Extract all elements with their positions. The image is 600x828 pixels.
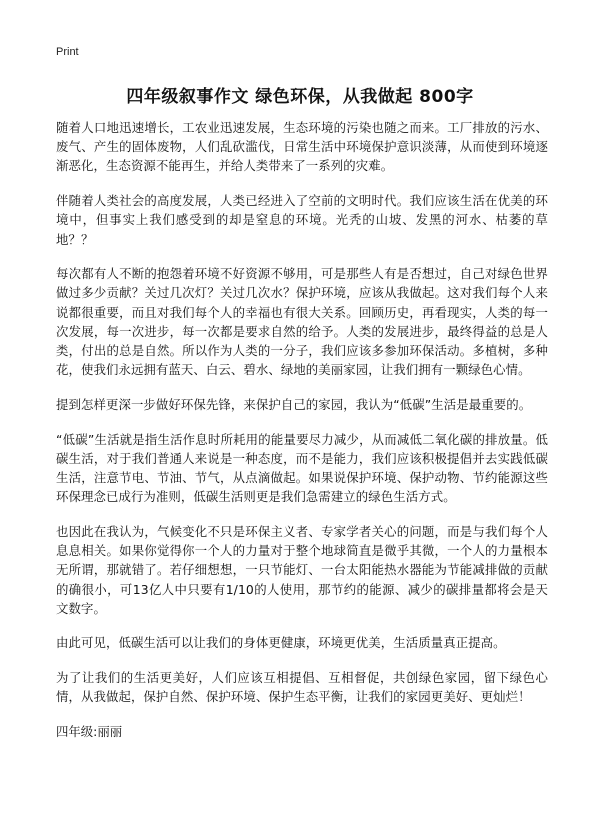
paragraph: 每次都有人不断的抱怨着环境不好资源不够用，可是那些人有是否想过，自己对绿色世界做过多少贡献？关过几次灯？关过几次水？保护环境，应该从我做起。这对我们每个人来说都很重要，而且对我们每个人的幸福也有很大关系。回顾历史，再看现实，人类的每一次发展，每一次进步，每一次都是要求自然的给予。人类的发展进步，最终得益的总是人类，付出的总是自然。所以作为人类的一分子，我们应该多参加环保活动。多植树，多种花，使我们永远拥有蓝天、白云、碧水、绿地的美丽家园，让我们拥有一颗绿色心情。 xyxy=(56,266,548,378)
paragraph: 伴随着人类社会的高度发展，人类已经进入了空前的文明时代。我们应该生活在优美的环境中，但事实上我们感受到的却是窒息的环境。光秃的山坡、发黑的河水、枯萎的草地？？ xyxy=(56,193,548,247)
paragraph: 为了让我们的生活更美好，人们应该互相提倡、互相督促，共创绿色家园，留下绿色心情，从我做起，保护自然、保护环境、保护生态平衡，让我们的家园更美好、更灿烂！ xyxy=(56,670,548,705)
article-title: 四年级叙事作文 绿色环保，从我做起 800字 xyxy=(126,87,474,107)
author-signature: 四年级:丽丽 xyxy=(56,724,123,740)
paragraph: “低碳”生活就是指生活作息时所耗用的能量要尽力减少，从而减低二氧化碳的排放量。低碳生活，对于我们普通人来说是一种态度，而不是能力，我们应该积极提倡并去实践低碳生活，注意节电、节油、节气，从点滴做起。如果说保护环境、保护动物、节约能源这些环保理念已成行为准则，低碳生活则更是我们急需建立的绿色生活方式。 xyxy=(56,431,548,505)
paragraph: 提到怎样更深一步做好环保先锋，来保护自己的家园，我认为“低碳”生活是最重要的。 xyxy=(56,396,532,412)
paragraph: 也因此在我认为，气候变化不只是环保主义者、专家学者关心的问题，而是与我们每个人息息相关。如果你觉得你一个人的力量对于整个地球简直是微乎其微，一个人的力量根本无所谓，那就错了。若仔细想想，一只节能灯、一台太阳能热水器能为节能减排做的贡献的确很小，可13亿人中只要有1/10的人使用，那节约的能源、减少的碳排量都将会是天文数字。 xyxy=(56,523,548,616)
article-body xyxy=(56,118,548,741)
print-link[interactable]: Print xyxy=(56,46,79,58)
paragraph: 随着人口地迅速增长，工农业迅速发展，生态环境的污染也随之而来。工厂排放的污水、废气、产生的固体废物，人们乱砍滥伐，日常生活中环境保护意识淡薄，从而使到环境逐渐恶化，生态资源不能再生，并给人类带来了一系列的灾难。 xyxy=(56,120,548,174)
paragraph: 由此可见，低碳生活可以让我们的身体更健康，环境更优美，生活质量真正提高。 xyxy=(56,635,506,651)
